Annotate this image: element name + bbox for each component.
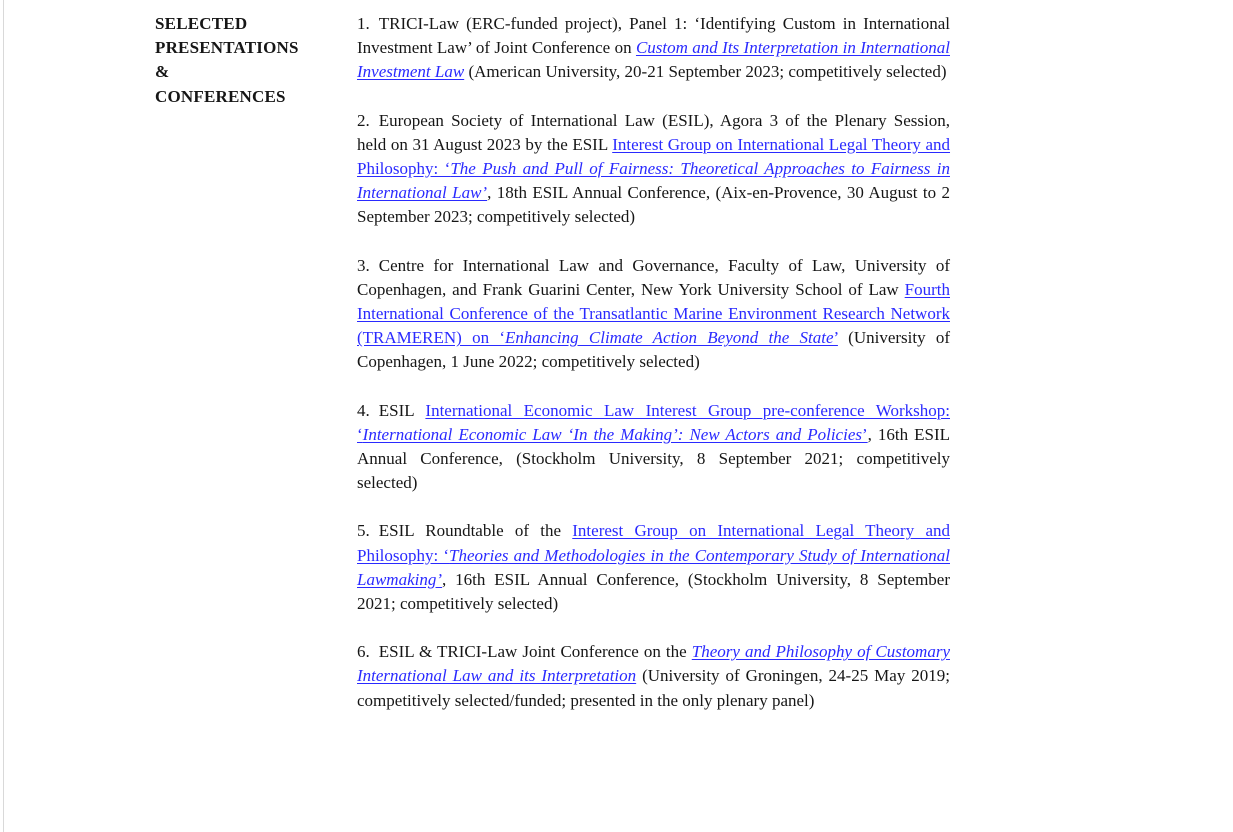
item-number: 4.	[357, 400, 370, 420]
conference-link[interactable]: Enhancing Climate Action Beyond the State	[504, 328, 834, 348]
conference-link[interactable]: Interest Group on International Legal Theory and Philosophy: ‘	[357, 521, 950, 565]
conference-link[interactable]: Theory and Philosophy of Customary International Law and its Interpretation	[357, 642, 950, 686]
item-number: 6.	[357, 642, 370, 662]
section-heading-line: &	[155, 62, 170, 82]
item-text: (University of Groningen, 24-25 May 2019; competitively selected/funded; presented in the only plenary panel)	[357, 666, 950, 710]
item-text: (American University, 20-21 September 2023; competitively selected)	[464, 62, 947, 82]
section-heading-line: CONFERENCES	[155, 86, 286, 106]
item-text: TRICI-Law (ERC-funded project), Panel 1: ‘Identifying Custom in International Investment Law’ of Joint Conference on	[357, 14, 950, 58]
item-text: European Society of International Law (ESIL), Agora 3 of the Plenary Session, held on 31 August 2023 by the ESIL	[357, 110, 950, 154]
presentation-item	[357, 109, 950, 230]
page-content	[155, 12, 950, 713]
item-text: Centre for International Law and Governance, Faculty of Law, University of Copenhagen, and Frank Guarini Center, New York University School of Law	[357, 255, 950, 299]
conference-link[interactable]: International Economic Law ‘In the Making’: New Actors and Policies	[362, 424, 862, 444]
conference-link[interactable]: ’	[833, 328, 838, 348]
conference-link[interactable]: Theories and Methodologies in the Contemporary Study of International Lawmaking’	[357, 545, 950, 589]
item-text: ESIL Roundtable of the	[378, 521, 573, 541]
item-text: , 16th ESIL Annual Conference, (Stockholm University, 8 September 2021; competitively selected)	[357, 424, 950, 493]
presentation-item	[357, 399, 950, 496]
item-text: ESIL	[378, 400, 426, 420]
item-number: 2.	[357, 110, 370, 130]
conference-link[interactable]: The Push and Pull of Fairness: Theoretical Approaches to Fairness in International Law’	[357, 159, 950, 203]
section-heading-line: SELECTED	[155, 14, 248, 33]
item-number: 3.	[357, 255, 370, 275]
conference-link[interactable]: Interest Group on International Legal Theory and Philosophy: ‘	[357, 134, 951, 179]
item-text: ESIL & TRICI-Law Joint Conference on the	[378, 642, 692, 662]
presentation-item	[357, 640, 950, 713]
presentation-item	[357, 12, 950, 85]
section-heading	[155, 12, 357, 109]
conference-link[interactable]: Fourth International Conference of the Transatlantic Marine Environment Research Network (TRAMEREN) on ‘	[357, 279, 950, 348]
section-heading-line: PRESENTATIONS	[155, 38, 299, 58]
presentation-item	[357, 519, 950, 616]
conference-link[interactable]: International Economic Law Interest Group pre-conference Workshop: ‘	[357, 400, 950, 444]
conference-link[interactable]: Custom and Its Interpretation in International Investment Law	[357, 38, 950, 82]
item-text: , 18th ESIL Annual Conference, (Aix-en-Provence, 30 August to 2 September 2023; competitively selected)	[357, 183, 951, 227]
page-edge-line	[3, 0, 4, 832]
item-text: , 16th ESIL Annual Conference, (Stockholm University, 8 September 2021; competitively selected)	[357, 569, 950, 614]
presentation-item	[357, 254, 950, 375]
item-text: (University of Copenhagen, 1 June 2022; competitively selected)	[357, 328, 951, 372]
presentations-list	[357, 12, 950, 713]
item-number: 1.	[357, 14, 370, 33]
item-number: 5.	[357, 521, 370, 541]
conference-link[interactable]: ’	[861, 424, 868, 444]
